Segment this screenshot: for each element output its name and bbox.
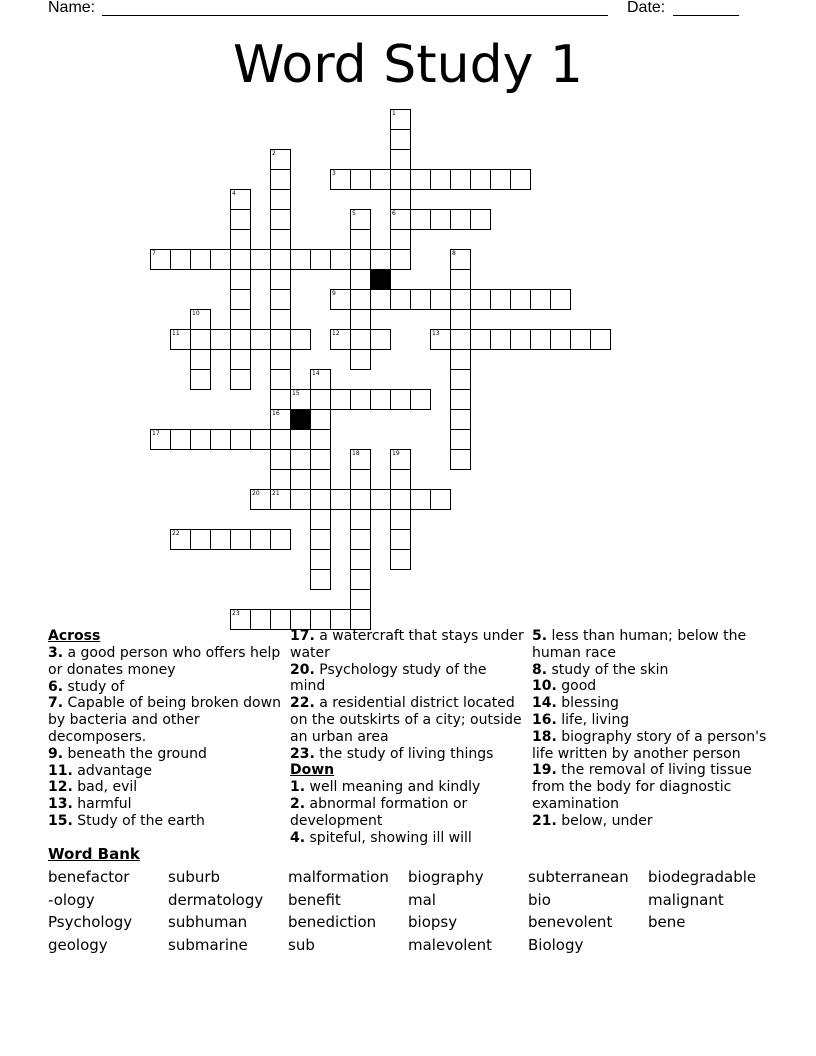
crossword-block	[370, 269, 391, 290]
word-bank-heading: Word Bank	[48, 845, 140, 863]
crossword-cell[interactable]	[230, 429, 251, 450]
crossword-cell[interactable]	[390, 149, 411, 170]
word-bank-item: submarine	[168, 935, 248, 954]
crossword-cell[interactable]	[350, 569, 371, 590]
crossword-cell[interactable]	[450, 289, 471, 310]
clue-text: the study of living things	[314, 745, 494, 762]
clue	[290, 695, 525, 745]
clue-number: 7.	[48, 695, 64, 712]
clue-number: 4	[232, 190, 236, 197]
crossword-cell[interactable]	[270, 609, 291, 630]
clue-number: 1.	[290, 779, 306, 796]
crossword-cell[interactable]	[350, 469, 371, 490]
clue-number: 1	[392, 110, 396, 117]
word-bank-item: benediction	[288, 913, 377, 931]
crossword-cell[interactable]	[530, 329, 551, 350]
clue-text: spiteful, showing ill will	[305, 829, 472, 846]
crossword-cell[interactable]	[470, 329, 491, 350]
crossword-cell[interactable]	[270, 429, 291, 450]
word-bank-item: Psychology	[48, 913, 133, 931]
crossword-cell[interactable]	[270, 529, 291, 550]
clue	[290, 779, 525, 796]
across-heading: Across	[48, 628, 101, 644]
clue-number: 4.	[290, 829, 306, 846]
crossword-cell[interactable]	[450, 309, 471, 330]
crossword-cell[interactable]	[430, 169, 451, 190]
crossword-cell[interactable]	[190, 349, 211, 370]
crossword-cell[interactable]	[410, 289, 431, 310]
crossword-cell[interactable]	[270, 189, 291, 210]
clue-number: 13	[432, 330, 440, 337]
crossword-cell[interactable]	[270, 469, 291, 490]
word-bank-item: bio	[528, 890, 551, 909]
crossword-cell[interactable]	[370, 389, 391, 410]
word-bank-item: geology	[48, 935, 108, 954]
crossword-cell[interactable]	[250, 329, 271, 350]
crossword-cell[interactable]	[190, 249, 211, 270]
crossword-cell[interactable]	[450, 329, 471, 350]
clue	[532, 813, 767, 830]
clue-number: 8.	[532, 661, 548, 678]
crossword-cell[interactable]	[350, 609, 371, 630]
clue	[532, 762, 767, 812]
crossword-cell[interactable]	[350, 529, 371, 550]
crossword-cell[interactable]	[350, 169, 371, 190]
crossword-cell[interactable]	[450, 449, 471, 470]
clue-number: 6.	[48, 678, 64, 695]
crossword-cell[interactable]	[310, 529, 331, 550]
crossword-cell[interactable]	[350, 549, 371, 570]
crossword-cell[interactable]	[290, 609, 311, 630]
clue-number: 21	[272, 490, 280, 497]
clue-number: 15	[292, 390, 300, 397]
crossword-cell[interactable]	[290, 249, 311, 270]
crossword-cell[interactable]	[510, 289, 531, 310]
crossword-cell[interactable]	[490, 329, 511, 350]
word-bank-item: biopsy	[408, 913, 458, 931]
crossword-cell[interactable]	[310, 509, 331, 530]
crossword-cell[interactable]	[210, 429, 231, 450]
clue-number: 18	[352, 450, 360, 457]
down-heading: Down	[290, 762, 335, 779]
crossword-cell[interactable]	[330, 489, 351, 510]
crossword-cell[interactable]	[310, 389, 331, 410]
word-bank	[48, 866, 778, 958]
word-bank-item: benevolent	[528, 913, 613, 931]
crossword-cell[interactable]	[390, 549, 411, 570]
clue-number: 13.	[48, 796, 73, 813]
crossword-cell[interactable]	[390, 529, 411, 550]
clue-number: 9.	[48, 745, 64, 762]
clue-number: 17	[152, 430, 160, 437]
clue-text: blessing	[556, 695, 619, 712]
word-bank-item: subhuman	[168, 913, 248, 931]
crossword-cell[interactable]	[350, 269, 371, 290]
crossword-cell[interactable]	[230, 269, 251, 290]
clue-text: well meaning and kindly	[305, 779, 481, 796]
clue	[48, 763, 283, 780]
crossword-cell[interactable]	[410, 209, 431, 230]
clues-column-2	[290, 628, 525, 847]
crossword-cell[interactable]	[530, 289, 551, 310]
clue-text: study of the skin	[547, 661, 669, 678]
crossword-cell[interactable]	[270, 369, 291, 390]
crossword-cell[interactable]	[390, 389, 411, 410]
crossword-cell[interactable]	[210, 529, 231, 550]
clue-text: study of	[63, 678, 125, 695]
word-bank-item: subterranean	[528, 868, 629, 886]
crossword-cell[interactable]	[230, 289, 251, 310]
clue-number: 19.	[532, 762, 557, 779]
clue-number: 11	[172, 330, 180, 337]
crossword-cell[interactable]	[390, 169, 411, 190]
crossword-cell[interactable]	[230, 349, 251, 370]
word-bank-item: benefactor	[48, 868, 130, 886]
crossword-cell[interactable]	[270, 229, 291, 250]
crossword-cell[interactable]	[590, 329, 611, 350]
crossword-cell[interactable]	[230, 249, 251, 270]
crossword-cell[interactable]	[330, 389, 351, 410]
crossword-cell[interactable]	[550, 329, 571, 350]
word-bank-item: Biology	[528, 935, 584, 954]
clue-text: the removal of living tissue from the body for diagnostic examination	[532, 762, 752, 812]
crossword-cell[interactable]	[190, 529, 211, 550]
clue-number: 6	[392, 210, 396, 217]
clue-text: less than human; below the human race	[532, 628, 747, 661]
crossword-cell[interactable]	[470, 169, 491, 190]
crossword-cell[interactable]	[450, 369, 471, 390]
crossword-cell[interactable]	[310, 449, 331, 470]
clue-number: 2.	[290, 796, 306, 813]
clue-number: 23	[232, 610, 240, 617]
crossword-cell[interactable]	[570, 329, 591, 350]
crossword-cell[interactable]	[410, 389, 431, 410]
crossword-cell[interactable]	[370, 329, 391, 350]
clue	[48, 796, 283, 813]
crossword-cell[interactable]	[470, 289, 491, 310]
clue-number: 11.	[48, 762, 73, 779]
date-label: Date:	[627, 0, 666, 16]
clue	[48, 695, 283, 745]
crossword-cell[interactable]	[490, 169, 511, 190]
crossword-cell[interactable]	[290, 329, 311, 350]
crossword-cell[interactable]	[310, 569, 331, 590]
clue-number: 16.	[532, 711, 557, 728]
crossword-cell[interactable]	[250, 529, 271, 550]
clue-number: 14	[312, 370, 320, 377]
crossword-cell[interactable]	[390, 289, 411, 310]
crossword-cell[interactable]	[270, 449, 291, 470]
crossword-cell[interactable]	[270, 389, 291, 410]
clue-number: 19	[392, 450, 400, 457]
crossword-cell[interactable]	[230, 309, 251, 330]
clue	[48, 679, 283, 696]
clue-text: abnormal formation or development	[290, 796, 468, 829]
clues-column-3	[532, 628, 767, 830]
clue	[532, 729, 767, 763]
crossword-cell[interactable]	[190, 369, 211, 390]
crossword-cell[interactable]	[270, 249, 291, 270]
word-bank-item: malignant	[648, 890, 724, 909]
crossword-cell[interactable]	[370, 289, 391, 310]
clue-number: 16	[272, 410, 280, 417]
crossword-cell[interactable]	[290, 469, 311, 490]
clue	[290, 796, 525, 830]
crossword-cell[interactable]	[290, 449, 311, 470]
clue-number: 23.	[290, 745, 315, 762]
clue-text: harmful	[72, 796, 132, 813]
word-bank-item: suburb	[168, 868, 221, 886]
clue-text: a residential district located on the outskirts of a city; outside an urban area	[290, 695, 522, 745]
clue-number: 5.	[532, 628, 548, 644]
clue-number: 12.	[48, 779, 73, 796]
clue-number: 5	[352, 210, 356, 217]
crossword-cell[interactable]	[290, 429, 311, 450]
clue-text: below, under	[556, 812, 653, 829]
word-bank-item: biodegradable	[648, 868, 757, 886]
crossword-cell[interactable]	[190, 329, 211, 350]
clue	[532, 628, 767, 662]
clue	[532, 695, 767, 712]
crossword-cell[interactable]	[390, 189, 411, 210]
crossword-cell[interactable]	[410, 169, 431, 190]
clue-text: Psychology study of the mind	[290, 661, 487, 695]
crossword-cell[interactable]	[390, 129, 411, 150]
crossword-cell[interactable]	[310, 489, 331, 510]
crossword-cell[interactable]	[250, 609, 271, 630]
clue	[290, 662, 525, 696]
crossword-cell[interactable]	[230, 329, 251, 350]
crossword-cell[interactable]	[270, 269, 291, 290]
crossword-cell[interactable]	[270, 289, 291, 310]
crossword-cell[interactable]	[430, 489, 451, 510]
crossword-cell[interactable]	[230, 229, 251, 250]
crossword-cell[interactable]	[310, 549, 331, 570]
clue	[48, 746, 283, 763]
clue-number: 12	[332, 330, 340, 337]
clue	[48, 779, 283, 796]
clue-number: 22	[172, 530, 180, 537]
clue-number: 3.	[48, 645, 64, 661]
crossword-cell[interactable]	[310, 249, 331, 270]
clue	[48, 813, 283, 830]
crossword-cell[interactable]	[210, 329, 231, 350]
clue-number: 20.	[290, 661, 315, 678]
crossword-cell[interactable]	[250, 429, 271, 450]
crossword-cell[interactable]	[350, 489, 371, 510]
crossword-cell[interactable]	[230, 529, 251, 550]
crossword-cell[interactable]	[350, 509, 371, 530]
crossword-cell[interactable]	[390, 469, 411, 490]
crossword-cell[interactable]	[510, 169, 531, 190]
crossword-cell[interactable]	[350, 389, 371, 410]
crossword-cell[interactable]	[350, 589, 371, 610]
crossword-cell[interactable]	[350, 289, 371, 310]
crossword-cell[interactable]	[550, 289, 571, 310]
crossword-cell[interactable]	[310, 469, 331, 490]
crossword-cell[interactable]	[390, 489, 411, 510]
word-bank-item: -ology	[48, 890, 95, 909]
crossword-cell[interactable]	[350, 229, 371, 250]
name-label: Name:	[48, 0, 96, 16]
crossword-cell[interactable]	[450, 209, 471, 230]
clue-text: Capable of being broken down by bacteria and other decomposers.	[48, 695, 281, 745]
clue-number: 10.	[532, 678, 557, 695]
crossword-cell[interactable]	[450, 389, 471, 410]
crossword-cell[interactable]	[450, 409, 471, 430]
crossword-cell[interactable]	[250, 249, 271, 270]
crossword-cell[interactable]	[290, 489, 311, 510]
clue-text: beneath the ground	[63, 745, 207, 762]
crossword-block	[290, 409, 311, 430]
crossword-cell[interactable]	[270, 349, 291, 370]
clue-number: 10	[192, 310, 200, 317]
crossword-cell[interactable]	[430, 289, 451, 310]
crossword-cell[interactable]	[490, 289, 511, 310]
clue-number: 22.	[290, 695, 315, 712]
clue	[532, 662, 767, 679]
clue	[532, 678, 767, 695]
clue	[532, 712, 767, 729]
crossword-cell[interactable]	[450, 269, 471, 290]
crossword-cell[interactable]	[170, 429, 191, 450]
word-bank-item: malformation	[288, 868, 389, 886]
clue-number: 3	[332, 170, 336, 177]
clue	[48, 645, 283, 679]
crossword-cell[interactable]	[350, 309, 371, 330]
clue-text: bad, evil	[72, 779, 138, 796]
clue-number: 20	[252, 490, 260, 497]
clue-number: 8	[452, 250, 456, 257]
word-bank-item: mal	[408, 890, 436, 909]
crossword-cell[interactable]	[310, 429, 331, 450]
crossword-cell[interactable]	[310, 409, 331, 430]
crossword-cell[interactable]	[390, 509, 411, 530]
crossword-cell[interactable]	[350, 349, 371, 370]
word-bank-item: benefit	[288, 890, 341, 909]
crossword-cell[interactable]	[510, 329, 531, 350]
crossword-cell[interactable]	[190, 429, 211, 450]
crossword-cell[interactable]	[450, 429, 471, 450]
word-bank-item: dermatology	[168, 890, 264, 909]
clues-column-1	[48, 628, 283, 830]
word-bank-item: biography	[408, 868, 484, 886]
crossword-cell[interactable]	[390, 229, 411, 250]
crossword-cell[interactable]	[350, 249, 371, 270]
clue-number: 18.	[532, 728, 557, 745]
clue-text: a watercraft that stays under water	[290, 628, 524, 661]
crossword-cell[interactable]	[330, 609, 351, 630]
crossword-cell[interactable]	[370, 489, 391, 510]
crossword-cell[interactable]	[210, 249, 231, 270]
crossword-cell[interactable]	[370, 249, 391, 270]
crossword-cell[interactable]	[270, 169, 291, 190]
clue-text: life, living	[556, 711, 630, 728]
crossword-cell[interactable]	[390, 249, 411, 270]
crossword-cell[interactable]	[270, 309, 291, 330]
clue	[290, 746, 525, 763]
page-title: Word Study 1	[233, 35, 583, 95]
clue	[290, 628, 525, 662]
clue-text: Study of the earth	[72, 812, 205, 829]
clue-number: 17.	[290, 628, 315, 644]
crossword-cell[interactable]	[230, 369, 251, 390]
crossword-cell[interactable]	[410, 489, 431, 510]
clue-number: 21.	[532, 812, 557, 829]
crossword-cell[interactable]	[430, 209, 451, 230]
crossword-cell[interactable]	[270, 209, 291, 230]
crossword-cell[interactable]	[330, 249, 351, 270]
clue-text: biography story of a person's life written by another person	[532, 728, 767, 762]
clue-text: a good person who offers help or donates money	[48, 645, 281, 678]
crossword-cell[interactable]	[170, 249, 191, 270]
word-bank-item: sub	[288, 935, 315, 954]
clue	[290, 830, 525, 847]
crossword-cell[interactable]	[450, 169, 471, 190]
clue-number: 15.	[48, 812, 73, 829]
clue-number: 9	[332, 290, 336, 297]
crossword-cell[interactable]	[350, 329, 371, 350]
crossword-cell[interactable]	[310, 609, 331, 630]
clue-text: advantage	[72, 762, 153, 779]
crossword-cell[interactable]	[230, 209, 251, 230]
clue-text: good	[556, 678, 597, 695]
clue-number: 14.	[532, 695, 557, 712]
clue-number: 7	[152, 250, 156, 257]
crossword-cell[interactable]	[270, 329, 291, 350]
word-bank-item: malevolent	[408, 935, 493, 954]
clue-number: 2	[272, 150, 276, 157]
crossword-cell[interactable]	[450, 349, 471, 370]
word-bank-item: bene	[648, 913, 686, 931]
crossword-cell[interactable]	[470, 209, 491, 230]
crossword-cell[interactable]	[370, 169, 391, 190]
